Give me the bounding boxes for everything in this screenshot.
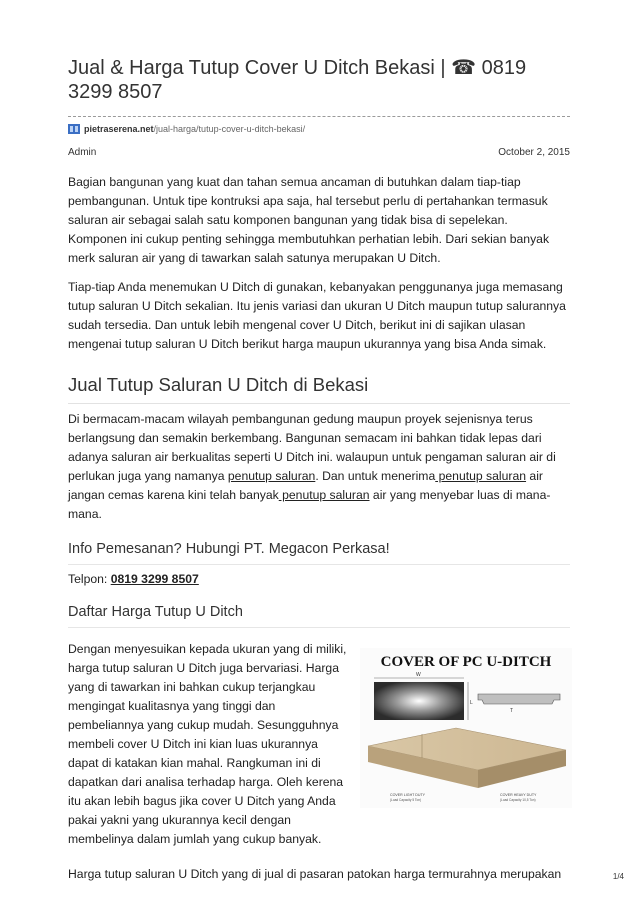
cover-face: [374, 682, 464, 720]
dim-w-label: W: [416, 672, 421, 678]
paragraph-harga: Dengan menyesuikan kepada ukuran yang di miliki, harga tutup saluran U Ditch juga bervariasi. Harga yang di tawarkan ini bahkan cukup terjangkau mengingat kualitasnya yang tinggi dan pembeliannya yang cukup mudah. Sesungguhnya membeli cover U Ditch ini kian luas ukurannya dapat di katakan kian mahal. Rangkuman ini di dapatkan dari analisa terhadap harga. Oleh kerena itu akan lebih bagus jika cover U Ditch yang Anda pakai yakni yang ukurannya kecil dengan membelinya dalam jumlah yang cukup banyak.: [68, 642, 347, 846]
cover-profile: [478, 694, 560, 704]
info-divider: [68, 564, 570, 565]
text-span: air yang menyebar luas di mana-mana.: [68, 488, 551, 521]
figure-title: COVER OF PC U-DITCH: [380, 654, 552, 670]
dim-l-label: L: [470, 700, 473, 706]
text-span: . Dan untuk menerima: [315, 469, 436, 483]
telephone-line: [68, 570, 570, 589]
paragraph-harga-pasaran: Harga tutup saluran U Ditch yang di jual di pasaran patokan harga termurahnya merupakan: [68, 867, 562, 881]
section-divider: [68, 403, 570, 404]
price-heading: Daftar Harga Tutup U Ditch: [68, 604, 243, 620]
price-section: [68, 640, 570, 865]
link-penutup-saluran-2[interactable]: penutup saluran: [435, 469, 527, 483]
source-domain[interactable]: pietraserena.net: [84, 124, 154, 134]
link-penutup-saluran-1[interactable]: penutup saluran: [227, 469, 316, 483]
title-divider: [68, 116, 570, 117]
u-ditch-cover-image: [360, 648, 572, 808]
price-divider: [68, 627, 570, 628]
text-span: Di bermacam-macam wilayah pembangunan gedung maupun proyek sejenisnya terus berlangsung dan semakin berkembang. Bangunan semacam ini bahkan tidak lepas dari adanya saluran air berkualitas seperti U Ditch ini. walaupun untuk pengaman saluran air di perlukan juga yang namanya: [68, 412, 556, 483]
telephone-link[interactable]: 0819 3299 8507: [110, 572, 199, 586]
document-page: [68, 0, 570, 884]
source-path[interactable]: /jual-harga/tutup-cover-u-ditch-bekasi/: [153, 124, 306, 134]
post-date: October 2, 2015: [498, 147, 570, 158]
post-meta: [68, 147, 570, 158]
heavy-duty-label: COVER HEAVY DUTY: [500, 793, 537, 797]
u-ditch-drawing: [360, 648, 572, 808]
paragraph-jual: [68, 410, 570, 524]
dim-t-label: T: [510, 708, 514, 714]
link-penutup-saluran-3[interactable]: penutup saluran: [278, 488, 370, 502]
info-heading: Info Pemesanan? Hubungi PT. Megacon Perkasa!: [68, 541, 390, 557]
light-duty-capacity: (Load Capacity 5 Ton): [390, 798, 422, 802]
author: Admin: [68, 147, 97, 158]
text-span: air jangan cemas karena kini telah banyak: [68, 469, 543, 502]
site-favicon-icon: [68, 124, 80, 134]
light-duty-label: COVER LIGHT DUTY: [390, 793, 426, 797]
section-heading-jual: Jual Tutup Saluran U Ditch di Bekasi: [68, 374, 369, 395]
paragraph-cover: Tiap-tiap Anda menemukan U Ditch di gunakan, kebanyakan penggunanya juga memasang tutup saluran U Ditch sekalian. Itu jenis variasi dan ukuran U Ditch maupun tutup salurannya sudah tersedia. Dan untuk lebih mengenal cover U Ditch, berikut ini di sajikan ulasan mengenai tutup saluran U Ditch berikut harga maupun ukurannya yang bisa Anda simak.: [68, 280, 566, 351]
page-title: Jual & Harga Tutup Cover U Ditch Bekasi | ☎ 0819 3299 8507: [68, 57, 527, 103]
heavy-duty-capacity: (Load Capacity 10,5 Ton): [500, 798, 536, 802]
page-number: 1/4: [612, 872, 624, 881]
paragraph-intro: Bagian bangunan yang kuat dan tahan semua ancaman di butuhkan dalam tiap-tiap pembangunan. Untuk tipe kontruksi apa saja, hal tersebut perlu di pertahankan termasuk saluran air sebagai salah satu komponen bangunan yang tidak bisa di sepelekan. Komponen ini cukup penting sehingga membutuhkan perhatian lebih. Dari sekian banyak merk saluran air yang di tawarkan salah satunya merupakan U Ditch.: [68, 175, 550, 265]
source-line[interactable]: [68, 123, 570, 135]
telephone-label: Telpon:: [68, 572, 111, 586]
